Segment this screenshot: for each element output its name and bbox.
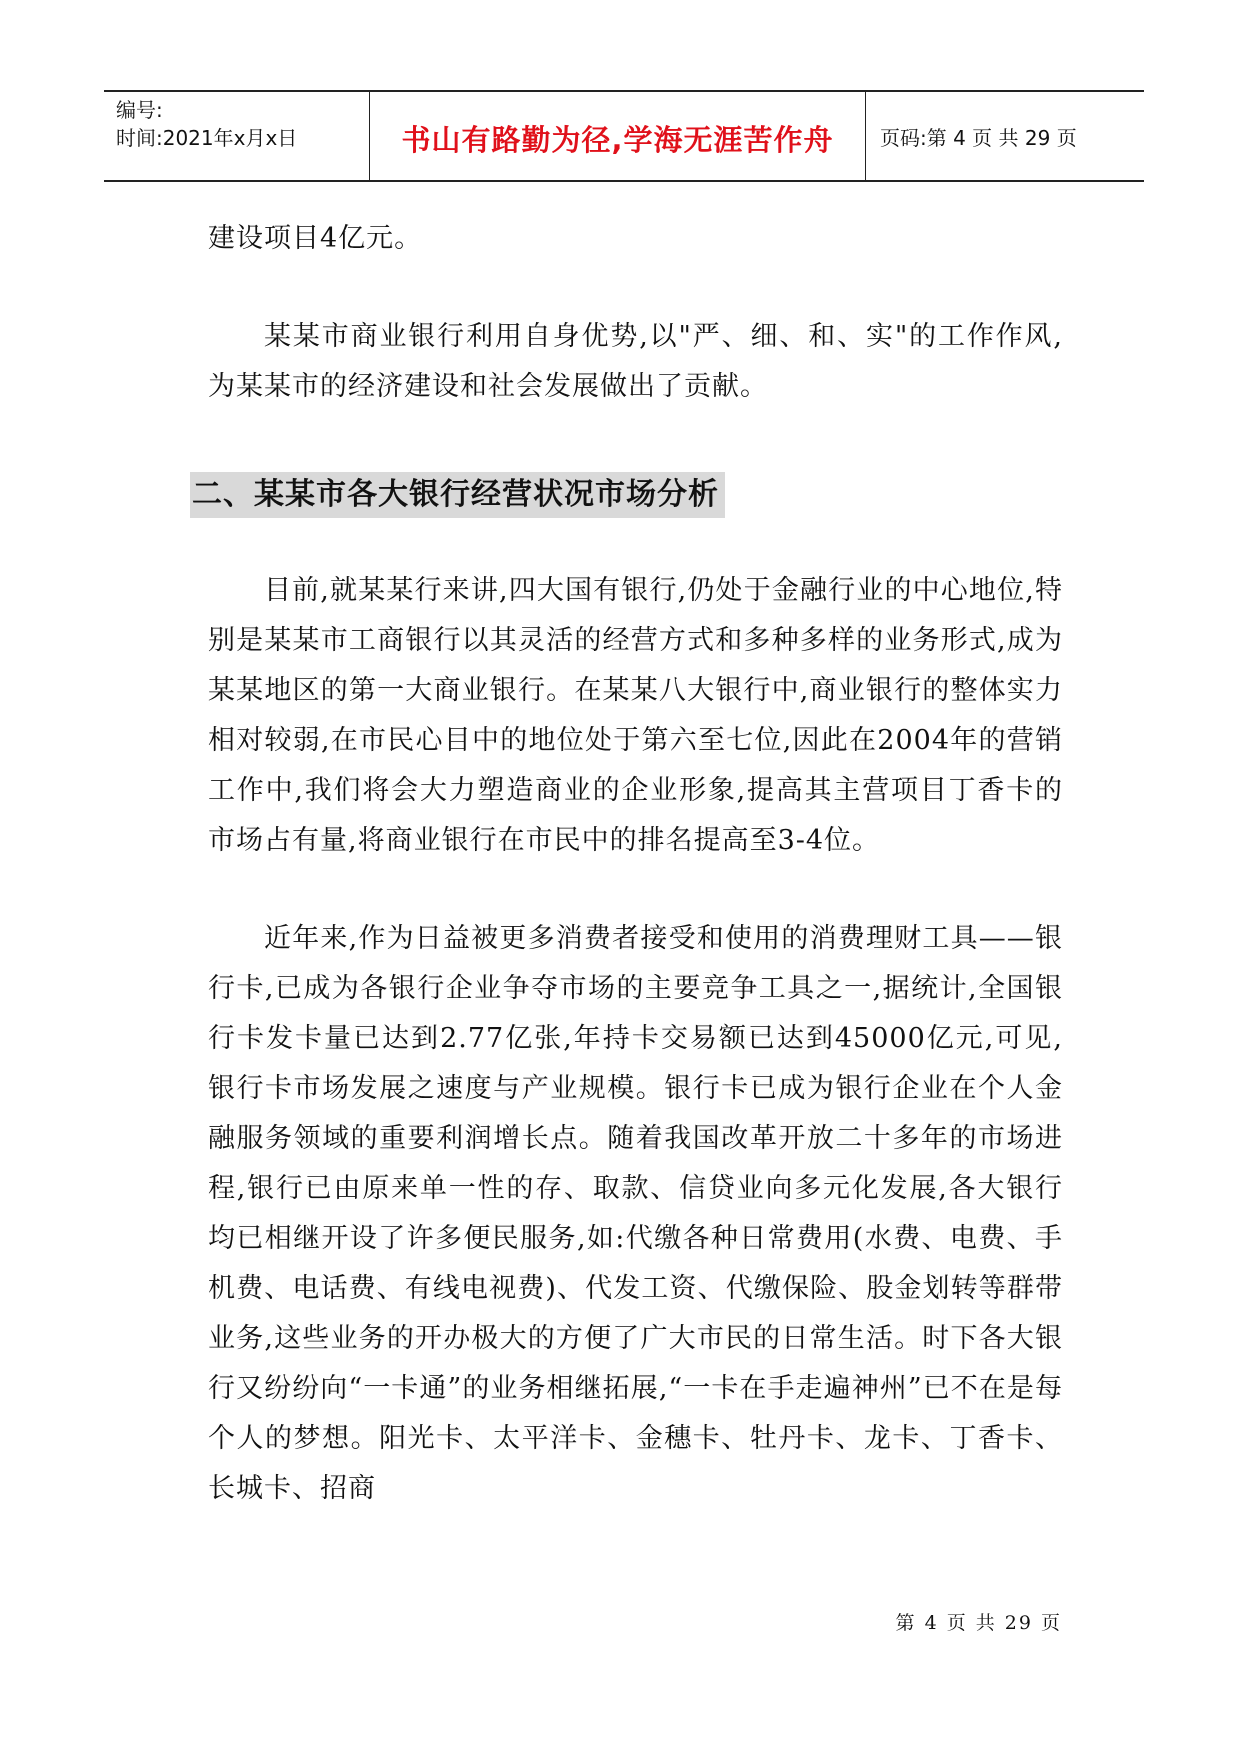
- paragraph-2: 某某市商业银行利用自身优势,以"严、细、和、实"的工作作风,为某某市的经济建设和社会发展做出了贡献。: [208, 321, 1063, 402]
- paragraph-1: 建设项目4亿元。: [208, 223, 423, 254]
- header-meta: [104, 92, 370, 180]
- document-number-label: 编号:: [116, 98, 163, 122]
- document-body: [192, 214, 1063, 1514]
- paragraph-3: 目前,就某某行来讲,四大国有银行,仍处于金融行业的中心地位,特别是某某市工商银行以其灵活的经营方式和多种多样的业务形式,成为某某地区的第一大商业银行。在某某八大银行中,商业银行的整体实力相对较弱,在市民心目中的地位处于第六至七位,因此在2004年的营销工作中,我们将会大力塑造商业的企业形象,提高其主营项目丁香卡的市场占有量,将商业银行在市民中的排名提高至3-4位。: [208, 575, 1063, 856]
- header-page-number: 页码:第 4 页 共 29 页: [880, 125, 1077, 150]
- section-heading: 二、某某市各大银行经营状况市场分析: [190, 472, 725, 518]
- header-motto: 书山有路勤为径,学海无涯苦作舟: [401, 122, 834, 157]
- footer-page-number: 第 4 页 共 29 页: [895, 1612, 1062, 1634]
- paragraph-4: 近年来,作为日益被更多消费者接受和使用的消费理财工具——银行卡,已成为各银行企业争夺市场的主要竞争工具之一,据统计,全国银行卡发卡量已达到2.77亿张,年持卡交易额已达到45000亿元,可见,银行卡市场发展之速度与产业规模。银行卡已成为银行企业在个人金融服务领域的重要利润增长点。随着我国改革开放二十多年的市场进程,银行已由原来单一性的存、取款、信贷业向多元化发展,各大银行均已相继开设了许多便民服务,如:代缴各种日常费用(水费、电费、手机费、电话费、有线电视费)、代发工资、代缴保险、股金划转等群带业务,这些业务的开办极大的方便了广大市民的日常生活。时下各大银行又纷纷向“一卡通”的业务相继拓展,“一卡在手走遍神州”已不在是每个人的梦想。阳光卡、太平洋卡、金穗卡、牡丹卡、龙卡、丁香卡、长城卡、招商: [208, 923, 1063, 1504]
- page-footer: [0, 1608, 1062, 1635]
- header-motto-cell: [370, 92, 866, 180]
- header-page-info: [866, 92, 1144, 180]
- document-time-label: 时间:2021年x月x日: [116, 126, 298, 150]
- page-header: [104, 90, 1144, 182]
